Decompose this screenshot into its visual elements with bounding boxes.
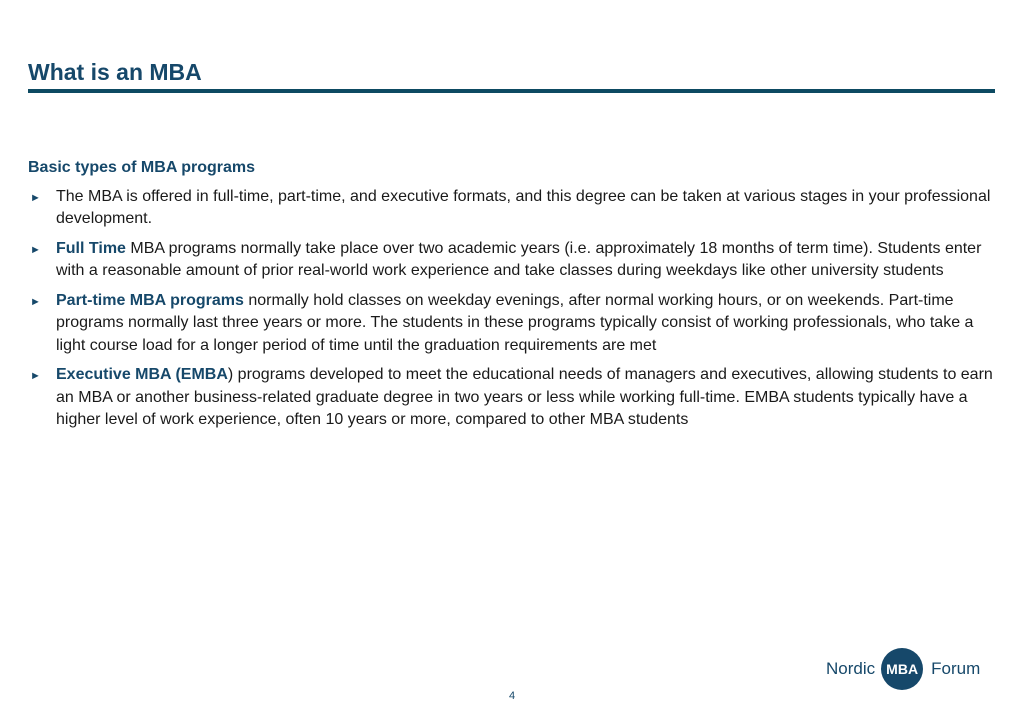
logo-left-word: Nordic	[826, 659, 876, 678]
bullet-lead: Part-time MBA programs	[56, 291, 244, 309]
section-heading: Basic types of MBA programs	[28, 159, 256, 176]
bullet-text: MBA programs normally take place over two academic years (i.e. approximately 18 months of term time). Students enter with a reasonable amount of prior real-world work experience and take classes during weekdays like other university students	[56, 239, 982, 279]
bullet-text: The MBA is offered in full-time, part-time, and executive formats, and this degree can be taken at various stages in your professional development.	[56, 187, 991, 227]
bullet-item-executive	[28, 364, 996, 432]
triangle-right-icon: ►	[30, 295, 41, 308]
bullet-item-part-time	[28, 290, 996, 358]
bullet-lead: Full Time	[56, 239, 126, 257]
bullet-lead: Executive MBA (EMBA	[56, 366, 228, 383]
bullet-text: normally hold classes on weekday evenings, after normal working hours, or on weekends. Part-time programs normally last three years or more. The students in these programs typically consist of working professionals, who take a light course load for a longer period of time until the graduation requirements are met	[56, 291, 974, 354]
triangle-right-icon: ►	[30, 243, 41, 256]
slide-content	[28, 157, 996, 439]
logo-right-word: Forum	[931, 659, 981, 678]
bullet-list	[28, 186, 996, 432]
bullet-text: ) programs developed to meet the educational needs of managers and executives, allowing students to earn an MBA or another business-related graduate degree in two years or less while working full-time. EMBA students typically have a higher level of work experience, often 10 years or more, compared to other MBA students	[56, 366, 993, 428]
triangle-right-icon: ►	[30, 191, 41, 204]
triangle-right-icon: ►	[30, 370, 41, 382]
slide-title: What is an MBA	[28, 59, 202, 85]
title-divider	[28, 89, 995, 93]
nordic-mba-forum-logo	[826, 647, 980, 691]
logo-circle	[881, 648, 923, 690]
bullet-item-formats	[28, 186, 996, 231]
bullet-item-full-time	[28, 238, 996, 283]
logo-circle-text: MBA	[886, 661, 919, 677]
page-number: 4	[508, 690, 516, 702]
